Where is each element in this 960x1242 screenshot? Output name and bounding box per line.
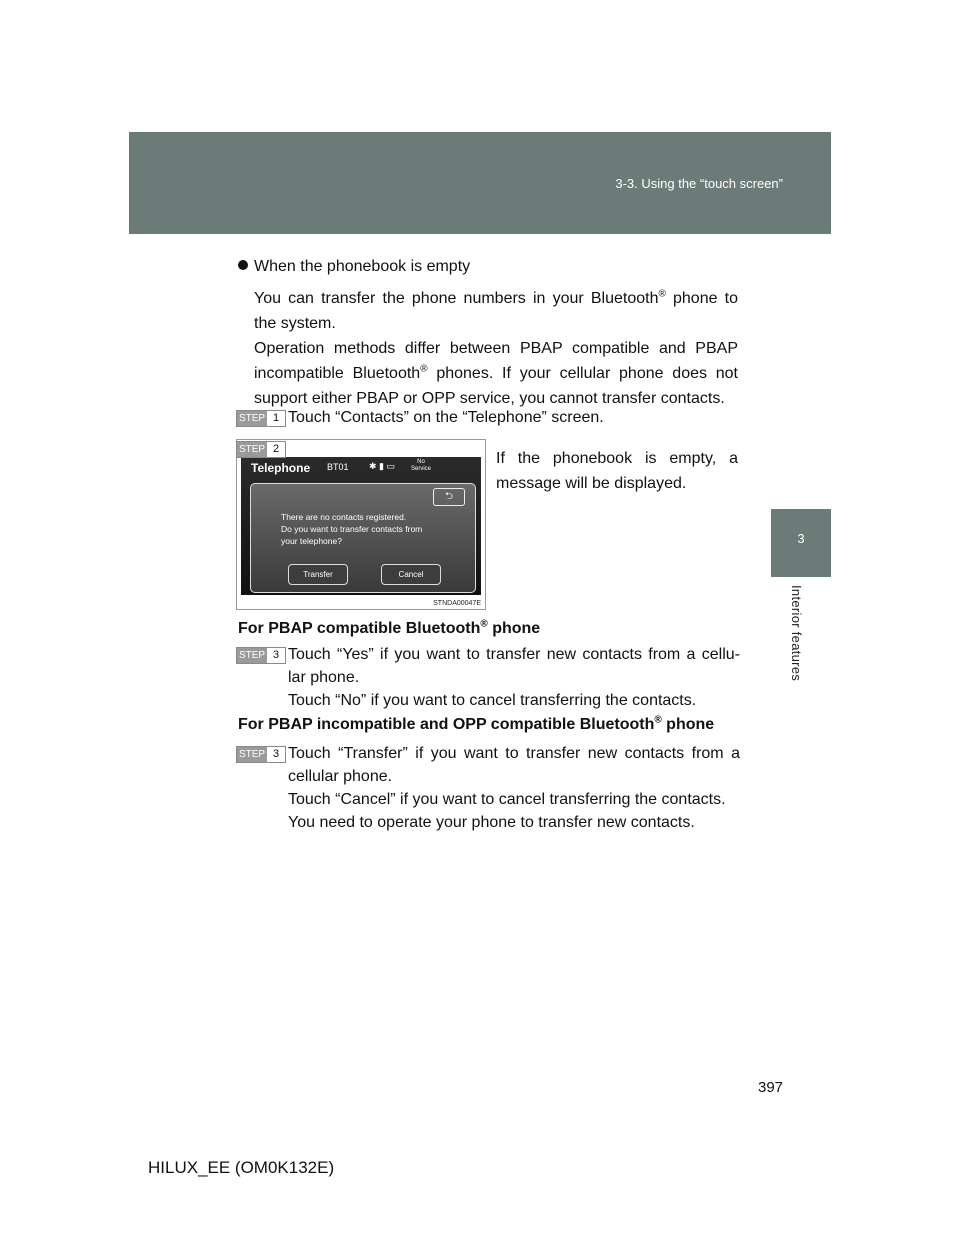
step-2-text: If the phonebook is empty, a message will be displayed. xyxy=(496,450,738,492)
chapter-label: Interior features xyxy=(789,585,804,682)
dialog-message: There are no contacts registered. Do you want to transfer contacts from your telephone? xyxy=(281,512,423,546)
pbap-compatible-heading: For PBAP compatible Bluetooth® phone xyxy=(238,618,541,637)
no-contacts-dialog xyxy=(250,483,476,593)
step-1-text: Touch “Contacts” on the “Telephone” screen. xyxy=(288,409,604,426)
step-badge-3b: STEP 3 xyxy=(236,746,286,763)
transfer-button[interactable]: Transfer xyxy=(288,564,348,585)
header-bar xyxy=(129,132,831,234)
no-service-indicator: No Service xyxy=(411,459,432,472)
screen-title: Telephone xyxy=(251,461,311,475)
bluetooth-battery-icons: ✱ ▮ ▭ xyxy=(369,461,395,471)
step-3b-text: Touch “Transfer” if you want to transfer new contacts from a cellular phone. Touch “Cancel” if you want to cancel transferring the contacts. You need to operate your phone to transfer new contacts. xyxy=(288,745,740,831)
bullet-icon xyxy=(238,260,248,270)
device-name: BT01 xyxy=(327,462,349,472)
back-arrow-icon[interactable]: ⮌ xyxy=(433,488,465,506)
chapter-number: 3 xyxy=(797,531,805,546)
step-3a-text: Touch “Yes” if you want to transfer new contacts from a cellu- lar phone. Touch “No” if you want to cancel transferring the contacts. xyxy=(288,646,740,709)
section-title: 3-3. Using the “touch screen” xyxy=(615,176,783,191)
footer-model: HILUX_EE (OM0K132E) xyxy=(148,1158,335,1177)
bullet-heading: When the phonebook is empty xyxy=(238,254,738,279)
intro-paragraph: You can transfer the phone numbers in your Bluetooth® phone to the system. Operation methods differ between PBAP compatible and PBAP incompatible Bluetooth® phones. If your cellular phone does not support either PBAP or OPP service, you cannot transfer contacts. xyxy=(254,288,738,407)
figure-code: STNDA00047E xyxy=(433,600,481,607)
screen-figure xyxy=(236,439,486,610)
chapter-tab xyxy=(771,509,831,577)
cancel-button[interactable]: Cancel xyxy=(381,564,441,585)
pbap-incompatible-heading: For PBAP incompatible and OPP compatible Bluetooth® phone xyxy=(238,714,715,733)
page-number: 397 xyxy=(758,1079,784,1096)
step-badge-3a: STEP 3 xyxy=(236,647,286,664)
step-badge-1: STEP 1 xyxy=(236,410,286,427)
telephone-screen xyxy=(241,457,481,595)
step-badge-2: STEP 2 xyxy=(236,441,286,458)
